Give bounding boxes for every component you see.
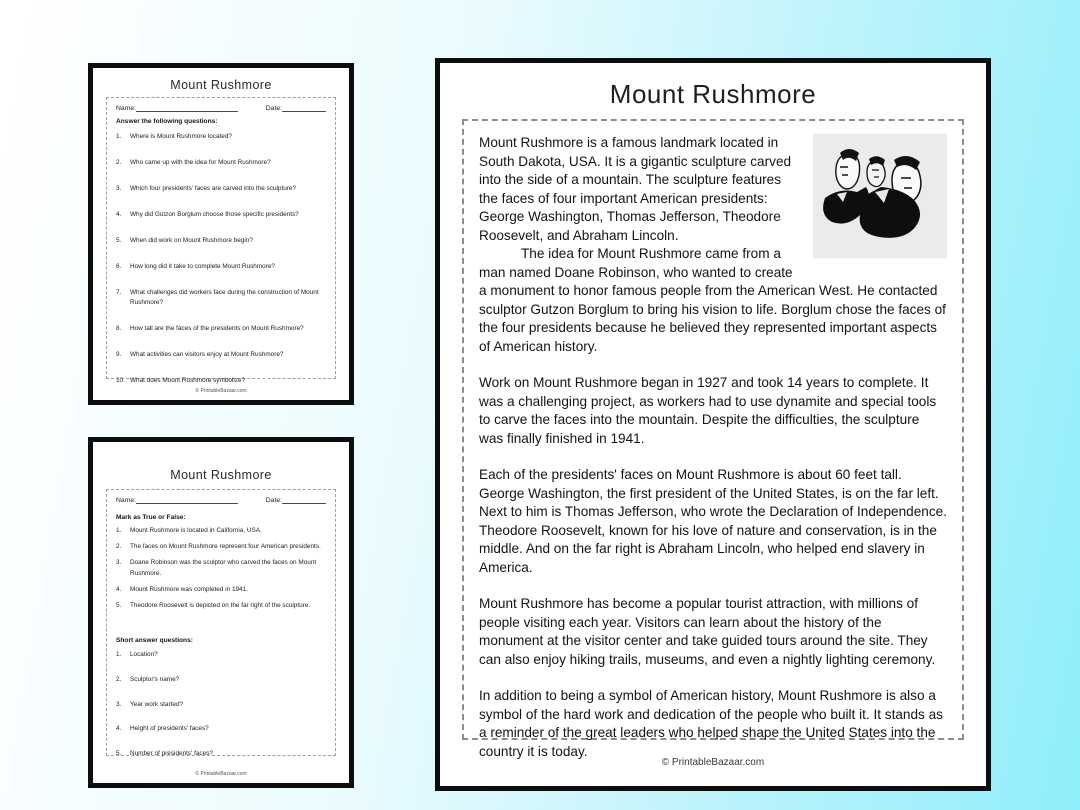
list-item: 4. Mount Rushmore was completed in 1941.	[116, 585, 248, 593]
date-label: Date:	[265, 105, 282, 112]
list-item: 3. Year work started?	[116, 700, 184, 708]
passage-paragraph: In addition to being a symbol of American history, Mount Rushmore is also a symbol of the hard work and dedication of the people who built it. It stands as a reminder of the great leaders who helped shape the United States into the country it is today.	[479, 688, 943, 759]
passage-paragraph: Work on Mount Rushmore began in 1927 and took 14 years to complete. It was a challenging project, as workers had to use dynamite and special tools to carve the faces into the mountain. Despite the difficulties, the sculpture was finally finished in 1941.	[479, 375, 937, 446]
name-blank-line	[136, 497, 238, 504]
date-field	[266, 105, 326, 112]
questions-list	[116, 132, 326, 385]
true-false-list	[116, 526, 326, 611]
list-item: 2. Who came up with the idea for Mount Rushmore?	[116, 159, 271, 166]
passage-paragraph: Mount Rushmore is a famous landmark located in South Dakota, USA. It is a gigantic sculpture carved into the side of a mountain. The sculpture features the faces of four important American presidents: George Washington, Thomas Jefferson, Theodore Roosevelt, and Abraham Lincoln.	[479, 135, 792, 243]
reading-passage-page	[435, 58, 991, 791]
date-label: Date:	[265, 497, 282, 504]
true-false-worksheet-page	[88, 437, 354, 788]
list-item: 7. What challenges did workers face during the construction of Mount Rushmore?	[116, 289, 319, 306]
copyright-footer: © PrintableBazaar.com	[195, 771, 247, 777]
list-item: 6. How long did it take to complete Mount Rushmore?	[116, 263, 275, 270]
questions-worksheet-page	[88, 63, 354, 405]
list-item: 5. Theodore Roosevelt is depicted on the far right of the sculpture.	[116, 601, 311, 609]
name-date-row	[116, 105, 326, 112]
date-blank-line	[282, 105, 326, 112]
copyright-footer: © PrintableBazaar.com	[195, 388, 247, 394]
name-field	[116, 105, 238, 112]
list-item: 4. Height of presidents' faces?	[116, 725, 209, 733]
passage-paragraph: Each of the presidents' faces on Mount Rushmore is about 60 feet tall. George Washington, the first president of the United States, is on the far left. Next to him is Thomas Jefferson, who wrote the Declaration of Independence. Theodore Roosevelt, known for his love of nature and conservation, is in the middle. And on the far right is Abraham Lincoln, who helped end slavery in America.	[479, 467, 947, 575]
passage-content-box	[462, 119, 964, 759]
list-item: 8. How tall are the faces of the presidents on Mount Rushmore?	[116, 324, 304, 332]
list-item: 10. What does Mount Rushmore symbolize?	[116, 376, 246, 384]
list-item: 5. When did work on Mount Rushmore begin?	[116, 237, 253, 244]
copyright-footer: © PrintableBazaar.com	[661, 757, 765, 768]
true-false-heading: Mark as True or False:	[116, 514, 186, 521]
name-label: Name:	[116, 497, 137, 504]
short-answer-heading: Short answer questions:	[116, 637, 193, 645]
list-item: 3. Doane Robinson was the sculptor who carved the faces on Mount Rushmore.	[116, 559, 317, 577]
list-item: 1. Where is Mount Rushmore located?	[116, 133, 232, 140]
worksheet-content-box	[106, 97, 336, 384]
list-item: 5. Number of presidents' faces?	[116, 749, 213, 757]
list-item: 3. Which four presidents' faces are carved into the sculpture?	[116, 185, 297, 192]
list-item: 4. Why did Gutzon Borglum choose those specific presidents?	[116, 211, 299, 218]
passage-paragraph: The idea for Mount Rushmore came from a man named Doane Robinson, who wanted to create a monument to honor famous people from the American West. He contacted sculptor Gutzon Borglum to bring his vision to life. Borglum chose the faces of the four presidents because he believed they represented important aspects of American history.	[479, 246, 946, 354]
name-date-row	[116, 497, 326, 504]
mount-rushmore-illustration	[813, 134, 947, 258]
list-item: 1. Mount Rushmore is located in California, USA.	[116, 527, 262, 534]
date-field	[266, 497, 326, 504]
page-title: Mount Rushmore	[170, 468, 272, 482]
page-title: Mount Rushmore	[170, 78, 272, 92]
reading-passage	[479, 134, 947, 761]
list-item: 2. The faces on Mount Rushmore represent four American presidents.	[116, 543, 321, 551]
instructions-heading: Answer the following questions:	[116, 118, 218, 125]
name-label: Name:	[116, 105, 137, 112]
list-item: 2. Sculptor's name?	[116, 675, 180, 683]
page-title: Mount Rushmore	[609, 79, 817, 109]
list-item: 9. What activities can visitors enjoy at Mount Rushmore?	[116, 350, 284, 358]
date-blank-line	[282, 497, 326, 504]
name-blank-line	[136, 105, 238, 112]
short-answer-list	[116, 650, 326, 758]
passage-paragraph: Mount Rushmore has become a popular tourist attraction, with millions of people visiting each year. Visitors can learn about the history of the monument at the visitor center and take guided tours around the site. They can also enjoy hiking trails, museums, and even a nightly lighting ceremony.	[479, 596, 936, 667]
worksheet-content-box	[106, 489, 336, 756]
list-item: 1. Location?	[116, 651, 158, 659]
name-field	[116, 497, 238, 504]
